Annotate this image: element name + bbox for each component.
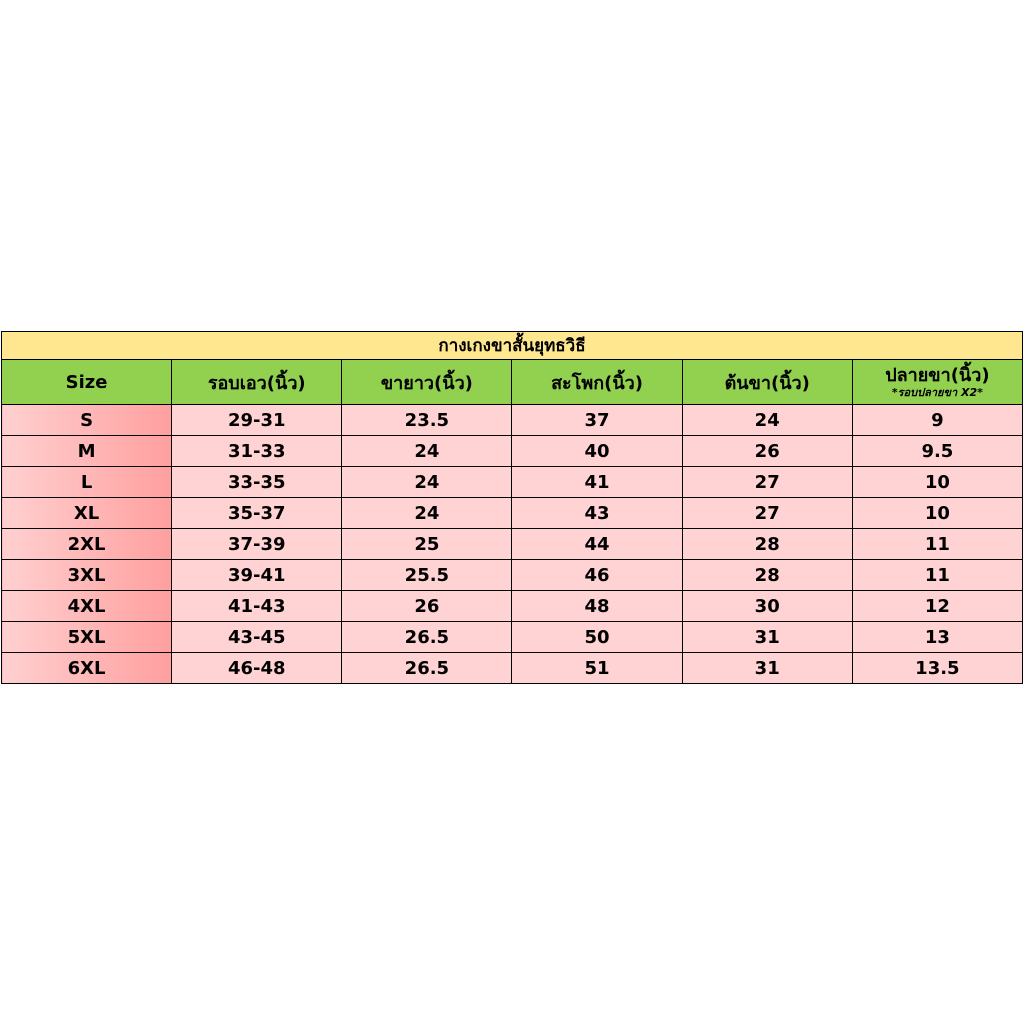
table-row <box>2 498 1023 529</box>
header-hem-label: ปลายขา(นิ้ว) <box>885 365 990 386</box>
cell-waist: 31-33 <box>172 436 342 467</box>
cell-hip: 48 <box>512 591 682 622</box>
header-size: Size <box>2 360 172 405</box>
cell-waist: 35-37 <box>172 498 342 529</box>
cell-hip: 46 <box>512 560 682 591</box>
cell-length: 25.5 <box>342 560 512 591</box>
title-row <box>2 332 1023 360</box>
cell-hem: 13.5 <box>852 653 1022 684</box>
table-row <box>2 560 1023 591</box>
cell-hem: 11 <box>852 560 1022 591</box>
header-length: ขายาว(นิ้ว) <box>342 360 512 405</box>
cell-hem: 12 <box>852 591 1022 622</box>
cell-size: 6XL <box>2 653 172 684</box>
cell-thigh: 27 <box>682 498 852 529</box>
table-row <box>2 591 1023 622</box>
cell-hip: 43 <box>512 498 682 529</box>
cell-hip: 44 <box>512 529 682 560</box>
cell-thigh: 28 <box>682 529 852 560</box>
table-title: กางเกงขาสั้นยุทธวิธี <box>2 332 1023 360</box>
cell-thigh: 31 <box>682 653 852 684</box>
cell-length: 25 <box>342 529 512 560</box>
header-thigh: ต้นขา(นิ้ว) <box>682 360 852 405</box>
table-row <box>2 529 1023 560</box>
cell-hip: 51 <box>512 653 682 684</box>
cell-hip: 41 <box>512 467 682 498</box>
cell-size: L <box>2 467 172 498</box>
header-hip: สะโพก(นิ้ว) <box>512 360 682 405</box>
cell-size: 3XL <box>2 560 172 591</box>
cell-thigh: 27 <box>682 467 852 498</box>
cell-length: 24 <box>342 436 512 467</box>
header-waist: รอบเอว(นิ้ว) <box>172 360 342 405</box>
cell-thigh: 26 <box>682 436 852 467</box>
cell-length: 23.5 <box>342 405 512 436</box>
cell-waist: 41-43 <box>172 591 342 622</box>
cell-hem: 13 <box>852 622 1022 653</box>
table-row <box>2 467 1023 498</box>
table-row <box>2 653 1023 684</box>
header-row <box>2 360 1023 405</box>
table-row <box>2 622 1023 653</box>
header-hem <box>852 360 1022 405</box>
cell-thigh: 24 <box>682 405 852 436</box>
cell-hem: 9.5 <box>852 436 1022 467</box>
cell-hip: 40 <box>512 436 682 467</box>
cell-waist: 43-45 <box>172 622 342 653</box>
cell-hem: 10 <box>852 467 1022 498</box>
cell-hem: 10 <box>852 498 1022 529</box>
cell-waist: 37-39 <box>172 529 342 560</box>
cell-length: 24 <box>342 498 512 529</box>
size-chart-table <box>1 331 1023 684</box>
cell-waist: 33-35 <box>172 467 342 498</box>
cell-waist: 29-31 <box>172 405 342 436</box>
cell-length: 26 <box>342 591 512 622</box>
cell-thigh: 31 <box>682 622 852 653</box>
cell-hip: 50 <box>512 622 682 653</box>
cell-hip: 37 <box>512 405 682 436</box>
cell-thigh: 30 <box>682 591 852 622</box>
cell-length: 26.5 <box>342 622 512 653</box>
cell-length: 26.5 <box>342 653 512 684</box>
cell-size: XL <box>2 498 172 529</box>
cell-size: 2XL <box>2 529 172 560</box>
table-row <box>2 405 1023 436</box>
cell-thigh: 28 <box>682 560 852 591</box>
cell-hem: 11 <box>852 529 1022 560</box>
cell-waist: 39-41 <box>172 560 342 591</box>
cell-length: 24 <box>342 467 512 498</box>
cell-waist: 46-48 <box>172 653 342 684</box>
cell-size: 5XL <box>2 622 172 653</box>
table-row <box>2 436 1023 467</box>
header-hem-note: *รอบปลายขา X2* <box>891 386 983 399</box>
size-rows <box>2 405 1023 684</box>
cell-size: 4XL <box>2 591 172 622</box>
cell-hem: 9 <box>852 405 1022 436</box>
cell-size: M <box>2 436 172 467</box>
cell-size: S <box>2 405 172 436</box>
